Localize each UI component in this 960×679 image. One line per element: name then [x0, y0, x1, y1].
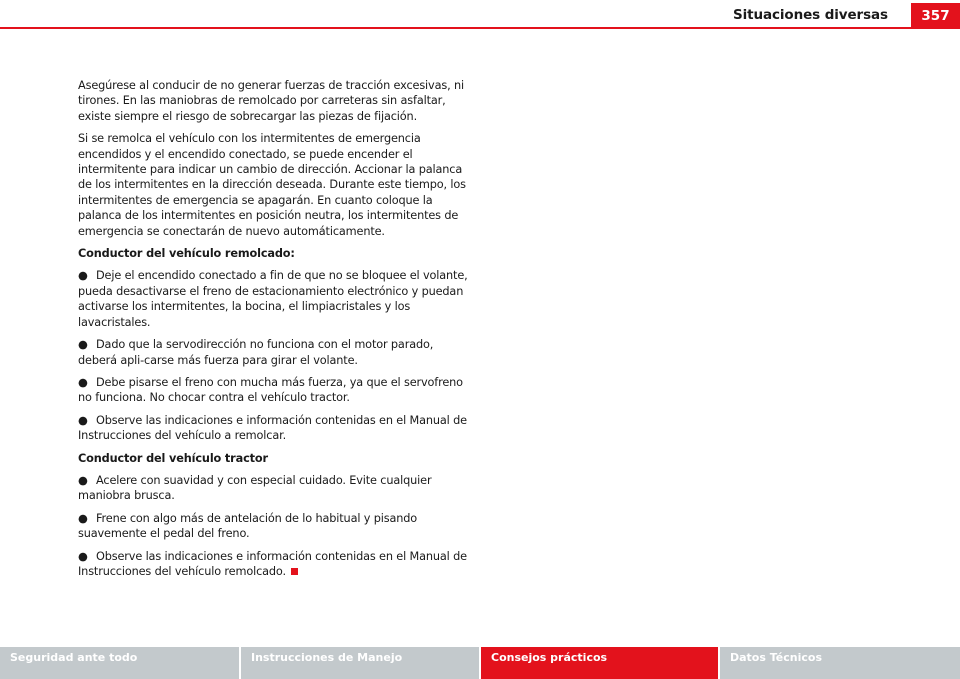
bullet-icon: ● — [78, 413, 88, 427]
footer-nav — [0, 647, 960, 679]
list-item: ● Deje el encendido conectado a fin de que no se bloquee el volante, pueda desactivarse el freno de estacionamiento electrónico y puedan activarse los intermitentes, la bocina, el limpiacristales y los lavacristales. — [78, 269, 468, 329]
list-item: ● Observe las indicaciones e información contenidas en el Manual de Instrucciones del vehículo a remolcar. — [78, 413, 467, 443]
tab-seguridad-ante-todo[interactable]: Seguridad ante todo — [0, 647, 239, 679]
list-item: ● Dado que la servodirección no funciona con el motor parado, deberá apli-carse más fuerza para girar el volante. — [78, 338, 434, 367]
page-title: Situaciones diversas — [732, 7, 888, 23]
bullet-icon: ● — [78, 549, 88, 563]
bullet-icon: ● — [78, 375, 88, 389]
main-content — [78, 78, 470, 586]
page-number-badge: 357 — [911, 3, 960, 29]
bullet-icon: ● — [78, 473, 88, 487]
list-item: ● Debe pisarse el freno con mucha más fuerza, ya que el servofreno no funciona. No chocar contra el vehículo tractor. — [78, 375, 463, 405]
header-rule — [0, 27, 960, 29]
tab-consejos-practicos[interactable]: Consejos prácticos — [481, 647, 718, 679]
list-item: ● Observe las indicaciones e información contenidas en el Manual de Instrucciones del vehículo remolcado. — [78, 549, 467, 578]
paragraph: Si se remolca el vehículo con los intermitentes de emergencia encendidos y el encendido conectado, se puede encender el intermitente para indicar un cambio de dirección. Accionar la palanca de los intermitentes en la dirección deseada. Durante este tiempo, los intermitentes de emergencia se apagarán. En cuanto coloque la palanca de los intermitentes en posición neutra, los intermitentes de emergencia se conectarán de nuevo automáticamente. — [78, 132, 466, 238]
tab-datos-tecnicos[interactable]: Datos Técnicos — [720, 647, 960, 679]
tab-instrucciones-de-manejo[interactable]: Instrucciones de Manejo — [241, 647, 479, 679]
list-item: ● Acelere con suavidad y con especial cuidado. Evite cualquier maniobra brusca. — [78, 473, 432, 503]
list-item: ● Frene con algo más de antelación de lo habitual y pisando suavemente el pedal del freno. — [78, 511, 418, 541]
bullet-icon: ● — [78, 269, 88, 283]
bullet-icon: ● — [78, 511, 88, 525]
section-heading: Conductor del vehículo tractor — [78, 451, 268, 465]
section-heading: Conductor del vehículo remolcado: — [78, 247, 295, 261]
paragraph: Asegúrese al conducir de no generar fuerzas de tracción excesivas, ni tirones. En las maniobras de remolcado por carreteras sin asfaltar, existe siempre el riesgo de sobrecargar las piezas de fijación. — [78, 79, 464, 123]
end-of-section-icon — [291, 568, 298, 575]
bullet-icon: ● — [78, 338, 88, 352]
